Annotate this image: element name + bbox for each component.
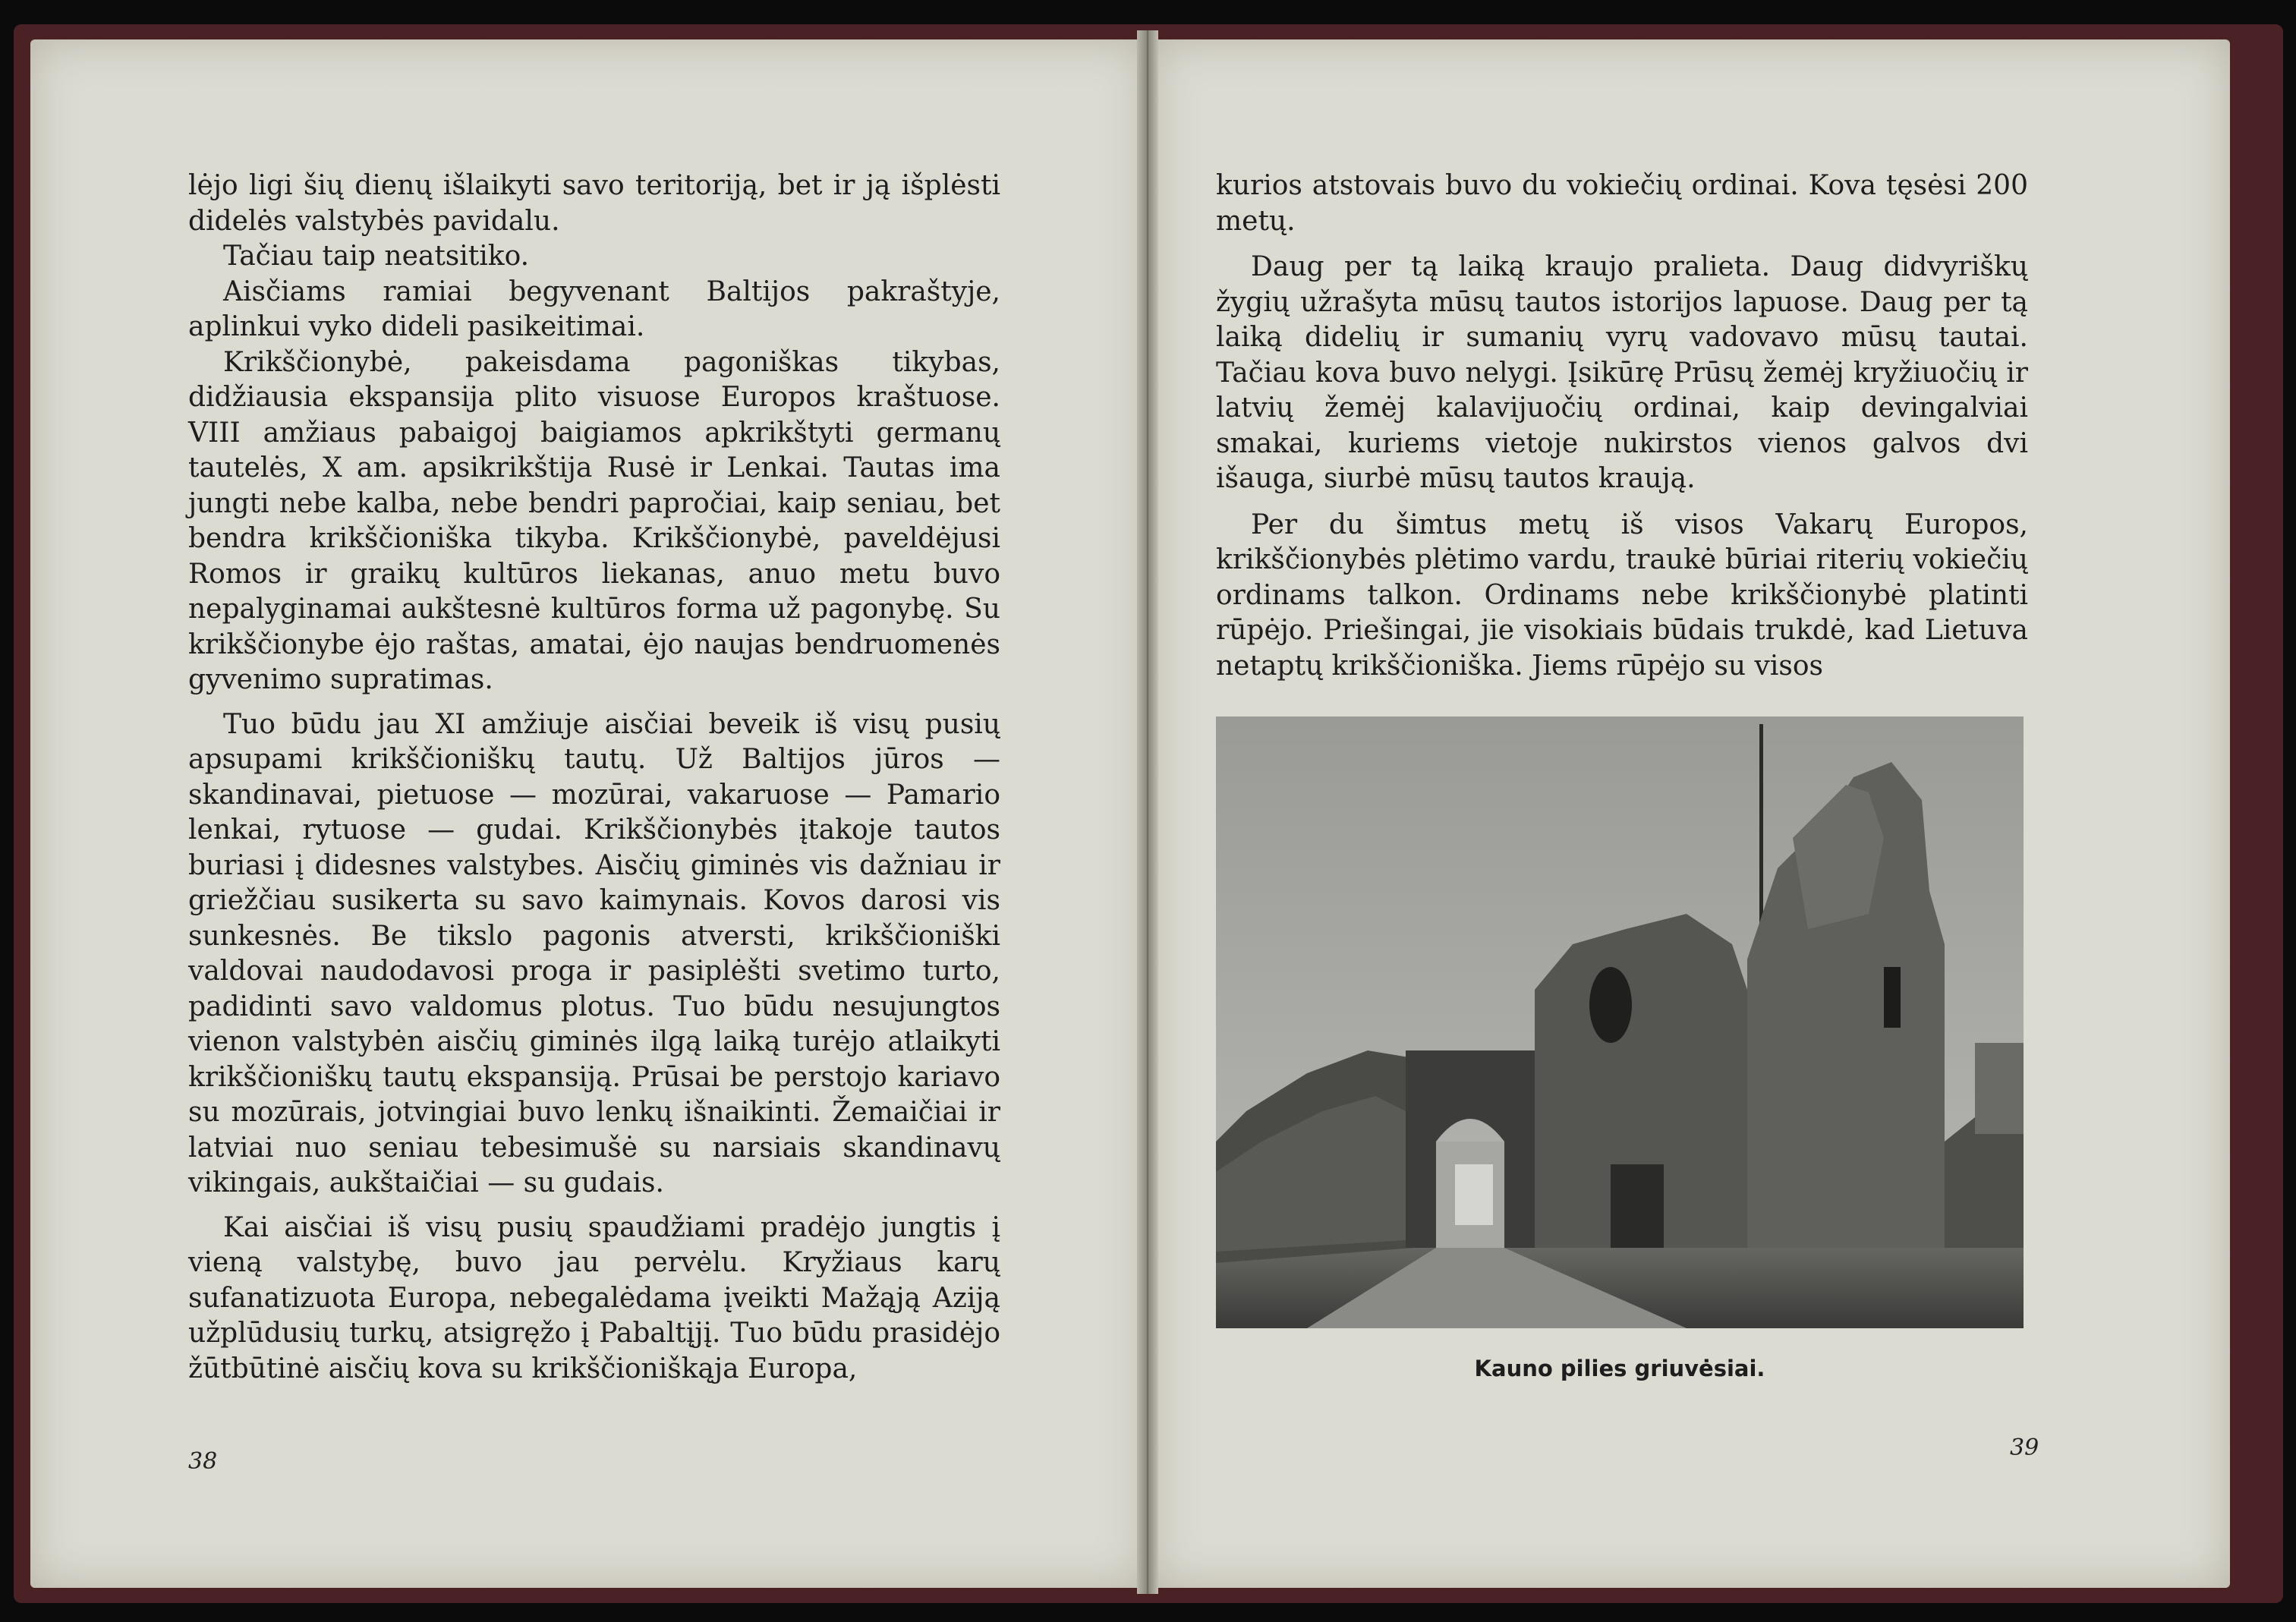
book-gutter	[1137, 30, 1158, 1594]
page-number: 38	[188, 1448, 218, 1475]
paragraph: lėjo ligi šių dienų išlaikyti savo teritoriją, bet ir ją išplėsti didelės valstybės pavidalu.	[188, 170, 1000, 237]
paragraph: Tačiau taip neatsitiko.	[223, 241, 530, 272]
photo-caption: Kauno pilies griuvėsiai.	[1474, 1356, 1765, 1381]
paragraph: Kai aisčiai iš visų pusių spaudžiami pradėjo jungtis į vieną valstybę, buvo jau pervėlu. Kryžiaus karų sufanatizuota Europa, nebegalėdama įveikti Mažąją Aziją užplūdusių turkų, atsigręžo į Pabaltįjį. Tuo būdu prasidėjo žūtbūtinė aisčių kova su krikščioniškąja Europa,	[188, 1211, 1000, 1384]
paragraph: Aisčiams ramiai begyvenant Baltijos pakraštyje, aplinkui vyko dideli pasikeitimai.	[188, 276, 1000, 342]
right-page-text	[1216, 168, 2028, 684]
paragraph: kurios atstovais buvo du vokiečių ordinai. Kova tęsėsi 200 metų.	[1216, 170, 2028, 237]
castle-ruins-photo	[1216, 717, 2024, 1328]
paragraph: Tuo būdu jau XI amžiuje aisčiai beveik iš visų pusių apsupami krikščioniškų tautų. Už Baltijos jūros — skandinavai, pietuose — mozūrai, vakaruose — Pamario lenkai, rytuose — gudai. Krikščionybės įtakoje tautos buriasi į didesnes valstybes. Aisčių giminės vis dažniau ir griežčiau susikerta su savo kaimynais. Kovos darosi vis sunkesnės. Be tikslo pagonis atversti, krikščioniški valdovai naudodavosi proga ir pasiplėšti svetimo turto, padidinti savo valdomus plotus. Tuo būdu nesujungtos vienon valstybėn aisčių giminės ilgą laiką turėjo atlaikyti krikščioniškų tautų ekspansiją. Prūsai be perstojo kariavo su mozūrais, jotvingiai buvo lenkų išnaikinti. Žemaičiai ir latviai nuo seniau tebesimušė su narsiais skandinavų vikingais, aukštaičiai — su gudais.	[188, 708, 1000, 1198]
page-number: 39	[2010, 1435, 2039, 1461]
paragraph: Per du šimtus metų iš visos Vakarų Europos, krikščionybės plėtimo vardu, traukė būriai riterių vokiečių ordinams talkon. Ordinams nebe krikščionybė platinti rūpėjo. Priešingai, jie visokiais būdais trukdė, kad Lietuva netaptų krikščioniška. Jiems rūpėjo su visos	[1216, 509, 2028, 682]
paragraph: Krikščionybė, pakeisdama pagoniškas tikybas, didžiausia ekspansija plito visuose Europos kraštuose. VIII amžiaus pabaigoj baigiamos apkrikštyti germanų tautelės, X am. apsikrikštija Rusė ir Lenkai. Tautas ima jungti nebe kalba, nebe bendri papročiai, kaip seniau, bet bendra krikščioniška tikyba. Krikščionybė, paveldėjusi Romos ir graikų kultūros liekanas, anuo metu buvo nepalyginamai aukštesnė kultūros forma už pagonybę. Su krikščionybe ėjo raštas, amatai, ėjo naujas bendruomenės gyvenimo supratimas.	[188, 346, 1000, 695]
paragraph: Daug per tą laiką kraujo pralieta. Daug didvyriškų žygių užrašyta mūsų tautos istorijos lapuose. Daug per tą laiką didelių ir sumanių vyrų vadovavo mūsų tautai. Tačiau kova buvo nelygi. Įsikūrę Prūsų žemėj kryžiuočių ir latvių žemėj kalavijuočių ordinai, kaip devingalviai smakai, kuriems vietoje nukirstos vienos galvos dvi išauga, siurbė mūsų tautos kraują.	[1216, 251, 2028, 494]
left-page-text	[188, 168, 1000, 1387]
